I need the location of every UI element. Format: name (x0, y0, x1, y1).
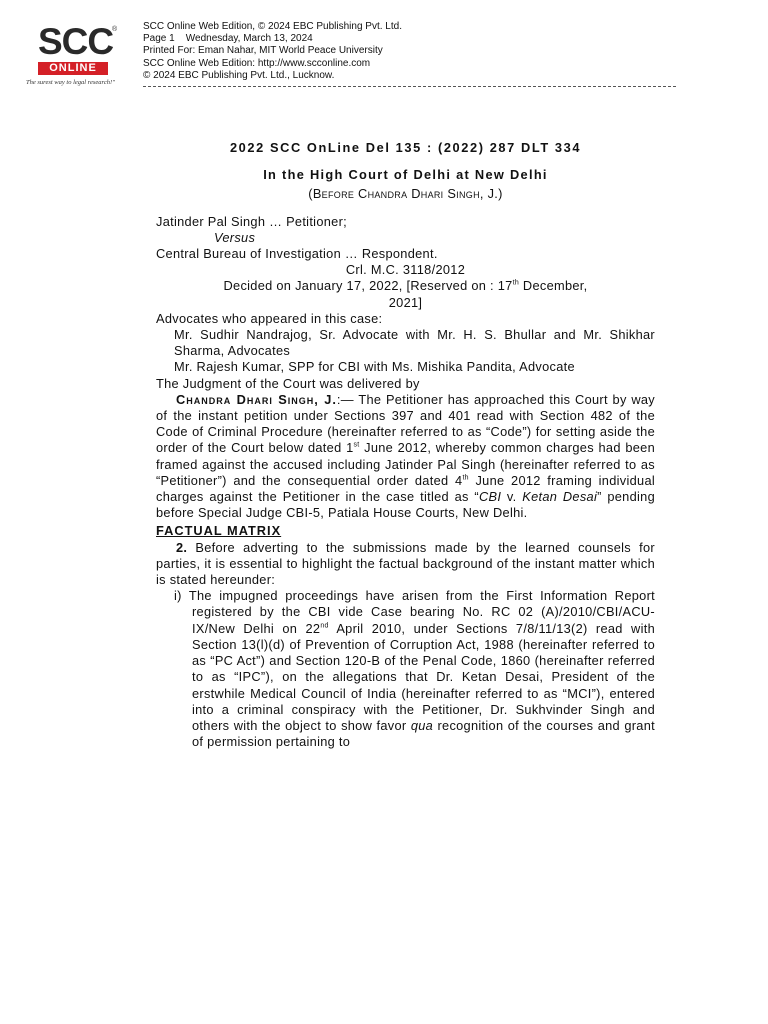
paragraph-2-text: Before adverting to the submissions made by the learned counsels for parties, it is essential to highlight the factual background of the instant matter which is stated hereunder: (156, 539, 655, 588)
header-copyright: © 2024 EBC Publishing Pvt. Ltd., Lucknow. (143, 69, 335, 81)
logo-tagline: The surest way to legal research!" (26, 79, 115, 86)
header-date: Wednesday, March 13, 2024 (185, 33, 313, 45)
petitioner: Jatinder Pal Singh … Petitioner; (156, 213, 347, 229)
item-i-qua: qua (410, 717, 434, 733)
decided-text: Decided on January 17, 2022, [Reserved on : 17 (223, 278, 513, 294)
paragraph-1-text-b: June 2012, whereby common charges had been framed against the accused including Jatinder Pal Singh (hereinafter referred to as “Petitioner”) and the consequential order dated 4 (156, 440, 655, 488)
print-header (143, 21, 402, 82)
paragraph-1-sup-b: th (462, 474, 469, 482)
decided-month: December, (519, 278, 588, 294)
judge-name: Chandra Dhari Singh, J. (176, 391, 337, 407)
item-i-text-a: i) The impugned proceedings have arisen from the First Information Report registered by the CBI vide Case bearing No. RC 02 (A)/2010/CBI/ACU-IX/New Delhi on 22 (174, 588, 655, 636)
header-page-number: Page 1 (143, 33, 175, 45)
versus: Versus (214, 229, 256, 245)
case-title-cbi: CBI (479, 489, 502, 505)
case-title-ketan: Ketan Desai (522, 489, 598, 505)
judgment-delivered-by: The Judgment of the Court was delivered by (156, 375, 420, 391)
item-i-text-c: recognition of the courses and grant of permission pertaining to (192, 717, 655, 750)
header-page-line (143, 33, 402, 45)
court-name: In the High Court of Delhi at New Delhi (263, 167, 548, 183)
header-website: SCC Online Web Edition: http://www.scconline.com (143, 57, 371, 69)
paragraph-2-number: 2. (176, 539, 188, 555)
bench: (Before Chandra Dhari Singh, J.) (308, 186, 503, 202)
paragraph-1 (156, 392, 655, 522)
respondent: Central Bureau of Investigation … Respondent. (156, 246, 438, 262)
judgment-document (156, 140, 655, 750)
decided-year: 2021] (388, 294, 423, 310)
paragraph-2 (156, 540, 655, 589)
advocates-label: Advocates who appeared in this case: (156, 310, 383, 326)
decided-sup: th (512, 280, 520, 288)
logo-brand: SCC (38, 21, 114, 62)
paragraph-1-text-a: :— The Petitioner has approached this Court by way of the instant petition under Sections 397 and 401 read with Section 482 of the Code of Criminal Procedure (hereinafter referred to as “Code”) for setting aside the order of the Court below dated 1 (156, 391, 655, 456)
header-divider (143, 86, 676, 87)
factual-matrix-heading: FACTUAL MATRIX (156, 523, 282, 539)
item-i-sup: nd (320, 622, 329, 630)
header-printed-for: Printed For: Eman Nahar, MIT World Peace University (143, 45, 383, 57)
header-edition: SCC Online Web Edition, © 2024 EBC Publishing Pvt. Ltd. (143, 21, 402, 32)
case-number: Crl. M.C. 3118/2012 (345, 262, 466, 278)
item-i-text-b: April 2010, under Sections 7/8/11/13(2) read with Section 13(l)(d) of Prevention of Corruption Act, 1988 (hereinafter referred to as “PC Act”) and Section 120-B of the Penal Code, 1860 (hereinafter referred to as “IPC”), on the allegations that Dr. Ketan Desai, President of the erstwhile Medical Council of India (hereinafter referred to as “MCI”), entered into a criminal conspiracy with the Petitioner, Dr. Sukhvinder Singh and others with the object to show favor (192, 620, 655, 733)
advocates-petitioner: Mr. Sudhir Nandrajog, Sr. Advocate with Mr. H. S. Bhullar and Mr. Shikhar Sharma, Advocates (174, 327, 655, 359)
logo-registered-mark: ® (112, 26, 118, 33)
case-citation: 2022 SCC OnLine Del 135 : (2022) 287 DLT 334 (229, 140, 582, 155)
paragraph-1-text-d: ” pending before Special Judge CBI-5, Patiala House Courts, New Delhi. (156, 489, 655, 521)
advocates-respondent: Mr. Rajesh Kumar, SPP for CBI with Ms. Mishika Pandita, Advocate (174, 359, 575, 375)
paragraph-2-item-i (156, 588, 655, 750)
logo-online-banner: ONLINE (38, 62, 108, 75)
decided-on (156, 278, 655, 294)
scc-online-logo (24, 22, 136, 92)
paragraph-1-sup-a: st (353, 442, 360, 450)
case-title-v: v. (501, 489, 523, 505)
paragraph-1-text-c: June 2012 framing individual charges against the Petitioner in the case titled as “ (156, 472, 655, 505)
